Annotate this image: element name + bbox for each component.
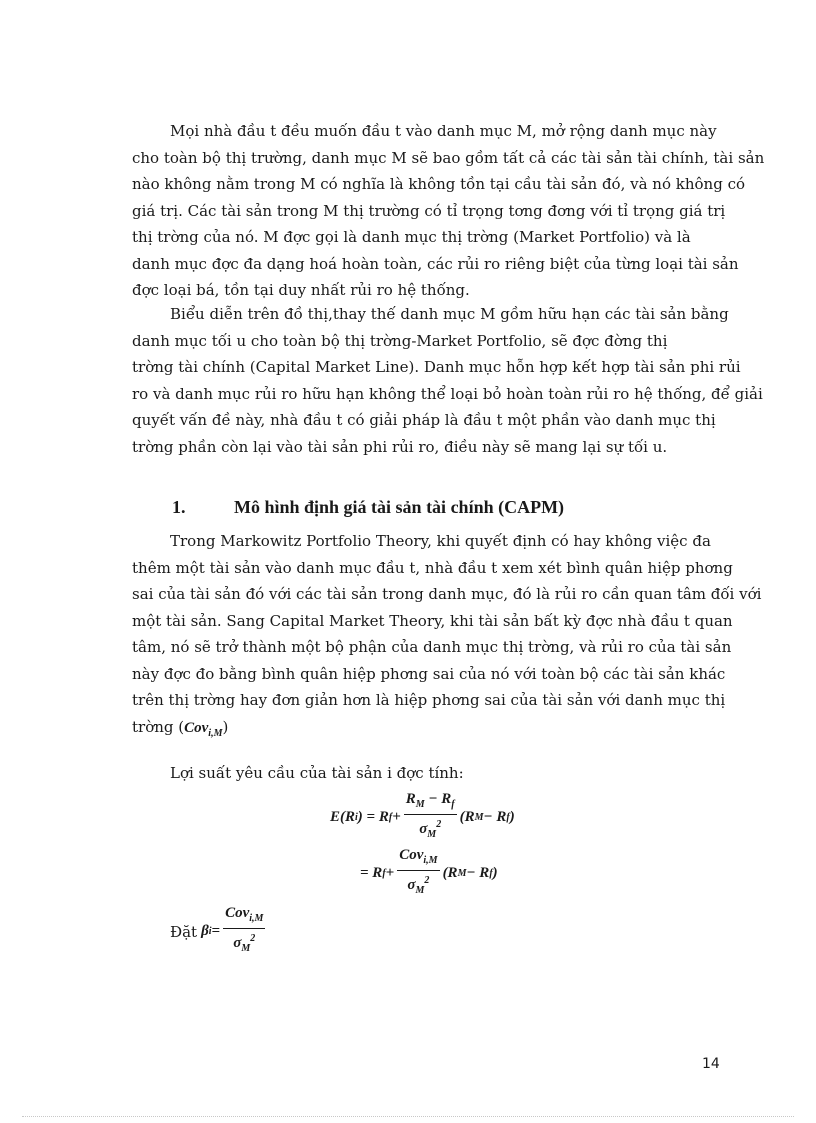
paragraph-1: [132, 118, 765, 304]
fraction-risk-premium: $\frac{R_M - R_f}{\sigma_M^2}$: [405, 791, 455, 840]
page-bottom-rule: [22, 1116, 794, 1117]
section-number: 1.: [172, 497, 186, 517]
section-title: Mô hình định giá tài sản tài chính (CAPM): [234, 497, 565, 517]
paragraph-3: [132, 528, 762, 747]
paragraph-line: Biểu diễn trên đồ thị,thay thế danh mục M gồm hữu hạn các tài sản bằng: [170, 305, 729, 323]
paragraph-line: trờng phần còn lại vào tài sản phi rủi ro, điều này sẽ mang lại sự tối u.: [132, 437, 668, 456]
paragraph-line: Trong Markowitz Portfolio Theory, khi quyết định có hay không việc đa: [170, 532, 711, 550]
paragraph-line: Mọi nhà đầu t đều muốn đầu t vào danh mục M, mở rộng danh mục này: [170, 122, 717, 140]
paragraph-line: danh mục đợc đa dạng hoá hoàn toàn, các rủi ro riêng biệt của từng loại tài sản: [132, 254, 739, 273]
paragraph-line: trờng (: [132, 717, 185, 736]
paragraph-line: giá trị. Các tài sản trong M thị trường có tỉ trọng tơng đơng với tỉ trọng giá trị: [132, 201, 726, 220]
paragraph-line: đợc loại bá, tồn tại duy nhất rủi ro hệ thống.: [132, 281, 470, 299]
paragraph-2: [132, 301, 763, 460]
fraction-cov: $\frac{Cov_{i,M}}{\sigma_M^2}$: [399, 847, 438, 896]
paragraph-line: trên thị trờng hay đơn giản hơn là hiệp phơng sai của tài sản với danh mục thị: [132, 691, 726, 709]
paragraph-line: danh mục tối u cho toàn bộ thị trờng-Market Portfolio, sẽ đợc đờng thị: [132, 331, 668, 350]
cov-symbol: Cov$_{i,M}$: [184, 719, 223, 739]
close-paren: ): [222, 717, 229, 736]
page-number: 14: [702, 1056, 720, 1072]
paragraph-line: quyết vấn đề này, nhà đầu t có giải pháp là đầu t một phần vào danh mục thị: [132, 411, 716, 429]
paragraph-line: một tài sản. Sang Capital Market Theory, khi tài sản bất kỳ đợc nhà đầu t quan: [132, 611, 733, 630]
paragraph-line: tâm, nó sẽ trở thành một bộ phận của danh mục thị trờng, và rủi ro của tài sản: [132, 638, 732, 656]
fraction-beta: $\frac{Cov_{i,M}}{\sigma_M^2}$: [225, 905, 264, 954]
required-return-line: Lợi suất yêu cầu của tài sản i đợc tính:: [170, 764, 464, 782]
section-heading: [172, 497, 564, 518]
formula-line-1: E(R i ) = R f + $\frac{R_M - R_f}{\sigma_M^2}$ (R M − R f ): [330, 790, 515, 845]
paragraph-line: nào không nằm trong M có nghĩa là không tồn tại cầu tài sản đó, và nó không có: [132, 175, 746, 193]
beta-definition: Đặt β i = $\frac{Cov_{i,M}}{\sigma_M^2}$: [170, 904, 268, 959]
paragraph-line: trờng tài chính (Capital Market Line). Danh mục hỗn hợp kết hợp tài sản phi rủi: [132, 358, 741, 376]
paragraph-line: này đợc đo bằng bình quân hiệp phơng sai của nó với toàn bộ các tài sản khác: [132, 664, 726, 683]
paragraph-line-cov: [132, 714, 704, 748]
paragraph-line: cho toàn bộ thị trường, danh mục M sẽ bao gồm tất cả các tài sản tài chính, tài sản: [132, 148, 765, 167]
paragraph-line: sai của tài sản đó với các tài sản trong danh mục, đó là rủi ro cần quan tâm đối với: [132, 585, 762, 603]
formula-line-2: = R f + $\frac{Cov_{i,M}}{\sigma_M^2}$ (R M − R f ): [360, 846, 498, 901]
paragraph-line: ro và danh mục rủi ro hữu hạn không thể loại bỏ hoàn toàn rủi ro hệ thống, để giải: [132, 384, 763, 403]
paragraph-line: thị trờng của nó. M đợc gọi là danh mục thị trờng (Market Portfolio) và là: [132, 228, 691, 246]
beta-symbol: β: [201, 923, 209, 939]
required-return-text: [170, 760, 570, 787]
paragraph-line: thêm một tài sản vào danh mục đầu t, nhà đầu t xem xét bình quân hiệp phơng: [132, 558, 733, 577]
